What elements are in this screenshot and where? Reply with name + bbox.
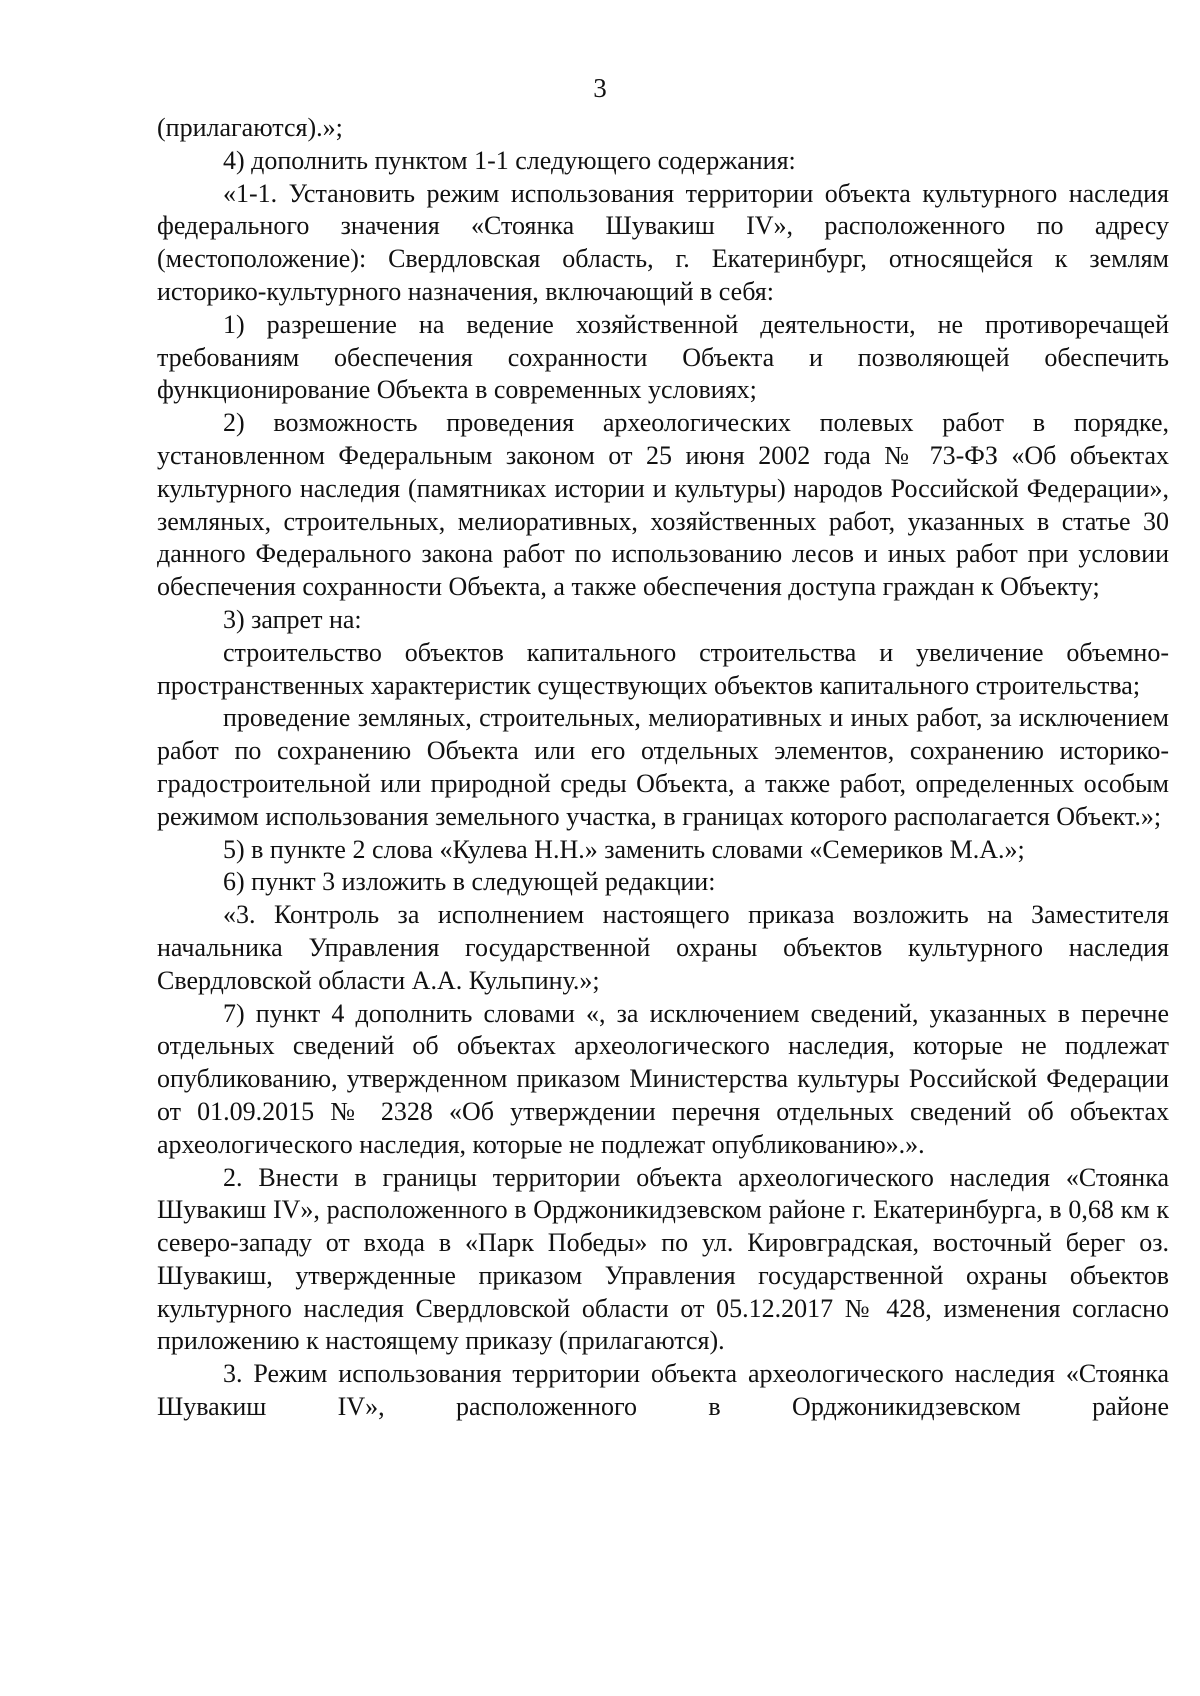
paragraph: 2. Внести в границы территории объекта археологического наследия «Стоянка Шувакиш IV», расположенного в Орджоникидзевском районе г. Екатеринбурга, в 0,68 км к северо-западу от входа в «Парк Победы» по ул. Кировградская, восточный берег оз. Шувакиш, утвержденные приказом Управления государственной охраны объектов культурного наследия Свердловской области от 05.12.2017 № 428, изменения согласно приложению к настоящему приказу (прилагаются). [157,1162,1169,1356]
page-number: 3 [593,73,607,103]
paragraph: 1) разрешение на ведение хозяйственной деятельности, не противоречащей требованиям обеспечения сохранности Объекта и позволяющей обеспечить функционирование Объекта в современных условиях; [157,309,1169,405]
document-body [157,112,1169,1424]
paragraph: 3) запрет на: [223,604,362,634]
paragraph: 5) в пункте 2 слова «Кулева Н.Н.» заменить словами «Семериков М.А.»; [223,834,1025,864]
paragraph: «3. Контроль за исполнением настоящего приказа возложить на Заместителя начальника Управления государственной охраны объектов культурного наследия Свердловской области А.А. Кульпину.»; [157,900,1169,995]
paragraph: проведение земляных, строительных, мелиоративных и иных работ, за исключением работ по сохранению Объекта или его отдельных элементов, сохранению историко-градостроительной или природной среды Объекта, а также работ, определенных особым режимом использования земельного участка, в границах которого располагается Объект.»; [157,703,1169,831]
paragraph: 6) пункт 3 изложить в следующей редакции: [223,867,716,897]
paragraph: 3. Режим использования территории объекта археологического наследия «Стоянка Шувакиш IV», расположенного в Орджоникидзевском районе [157,1359,1169,1422]
paragraph: «1-1. Установить режим использования территории объекта культурного наследия федерального значения «Стоянка Шувакиш IV», расположенного по адресу (местоположение): Свердловская область, г. Екатеринбург, относящейся к землям историко-культурного назначения, включающий в себя: [157,178,1169,306]
paragraph: 7) пункт 4 дополнить словами «, за исключением сведений, указанных в перечне отдельных сведений об объектах археологического наследия, которые не подлежат опубликованию, утвержденном приказом Министерства культуры Российской Федерации от 01.09.2015 № 2328 «Об утверждении перечня отдельных сведений об объектах археологического наследия, которые не подлежат опубликованию».». [157,998,1169,1159]
paragraph: строительство объектов капитального строительства и увеличение объемно-пространственных характеристик существующих объектов капитального строительства; [157,637,1169,700]
paragraph: (прилагаются).»; [157,113,343,142]
paragraph: 2) возможность проведения археологических полевых работ в порядке, установленном Федеральным законом от 25 июня 2002 года № 73-ФЗ «Об объектах культурного наследия (памятниках истории и культуры) народов Российской Федерации», земляных, строительных, мелиоративных, хозяйственных работ, указанных в статье 30 данного Федерального закона работ по использованию лесов и иных работ при условии обеспечения сохранности Объекта, а также обеспечения доступа граждан к Объекту; [157,408,1169,602]
paragraph: 4) дополнить пунктом 1-1 следующего содержания: [223,145,796,175]
